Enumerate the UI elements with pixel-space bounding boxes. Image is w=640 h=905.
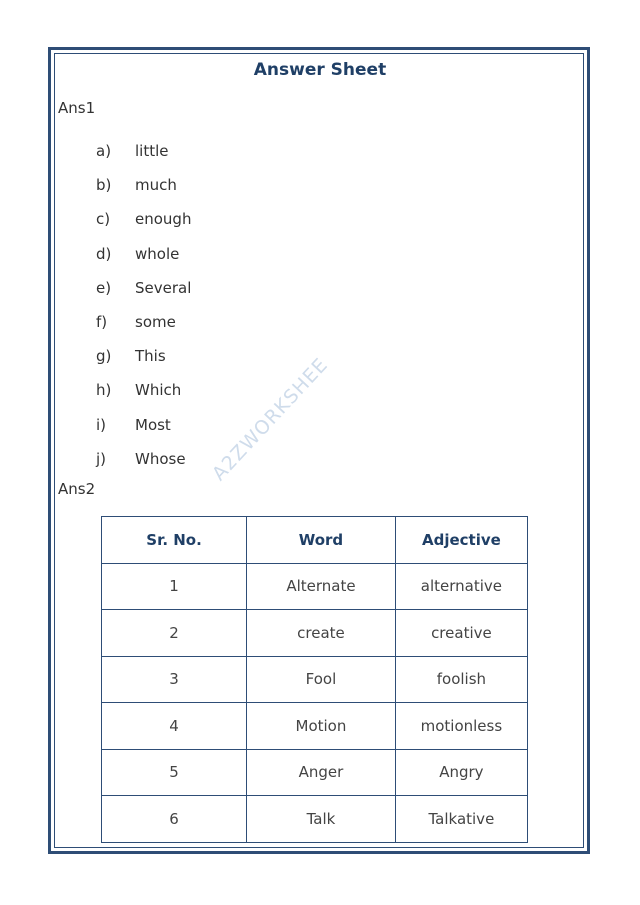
table-row: [102, 563, 528, 610]
ans1-list: [96, 134, 191, 476]
list-item: [96, 237, 191, 271]
item-letter: f): [96, 313, 108, 332]
page-title: Answer Sheet: [253, 60, 387, 80]
item-letter: c): [96, 210, 111, 229]
cell-adjective: Talkative: [395, 796, 527, 843]
list-item: [96, 271, 191, 305]
header-sr-no: Sr. No.: [102, 517, 247, 564]
cell-word: Alternate: [247, 563, 396, 610]
table-header-row: [102, 517, 528, 564]
cell-sr-no: 4: [102, 703, 247, 750]
item-answer: some: [135, 313, 176, 332]
cell-sr-no: 1: [102, 563, 247, 610]
cell-adjective: creative: [395, 610, 527, 657]
item-answer: Several: [135, 278, 192, 297]
item-answer: This: [135, 347, 166, 366]
list-item: [96, 305, 191, 339]
table-row: [102, 749, 528, 796]
cell-word: Anger: [247, 749, 396, 796]
table-row: [102, 703, 528, 750]
ans1-label: Ans1: [58, 99, 96, 117]
item-answer: enough: [135, 210, 192, 229]
list-item: [96, 408, 191, 442]
adjective-table: [101, 516, 528, 843]
cell-adjective: motionless: [395, 703, 527, 750]
list-item: [96, 373, 191, 407]
item-letter: b): [96, 176, 112, 195]
item-answer: much: [135, 176, 177, 195]
cell-sr-no: 5: [102, 749, 247, 796]
list-item: [96, 134, 191, 168]
item-letter: g): [96, 347, 112, 366]
table-row: [102, 610, 528, 657]
cell-sr-no: 3: [102, 656, 247, 703]
list-item: [96, 168, 191, 202]
item-letter: e): [96, 278, 112, 297]
item-letter: a): [96, 142, 112, 161]
header-adjective: Adjective: [395, 517, 527, 564]
cell-word: Fool: [247, 656, 396, 703]
ans2-label: Ans2: [58, 480, 96, 498]
cell-adjective: alternative: [395, 563, 527, 610]
item-answer: Which: [135, 381, 182, 400]
watermark-text: A2ZWORKSHEE: [208, 353, 333, 486]
list-item: [96, 442, 191, 476]
cell-adjective: Angry: [395, 749, 527, 796]
cell-adjective: foolish: [395, 656, 527, 703]
list-item: [96, 339, 191, 373]
list-item: [96, 202, 191, 236]
item-answer: little: [135, 142, 169, 161]
item-answer: Most: [135, 415, 171, 434]
table-row: [102, 656, 528, 703]
item-answer: whole: [135, 244, 180, 263]
header-word: Word: [247, 517, 396, 564]
item-letter: j): [96, 449, 107, 468]
item-letter: h): [96, 381, 112, 400]
cell-sr-no: 2: [102, 610, 247, 657]
item-letter: d): [96, 244, 112, 263]
item-letter: i): [96, 415, 107, 434]
cell-word: Motion: [247, 703, 396, 750]
table-row: [102, 796, 528, 843]
cell-sr-no: 6: [102, 796, 247, 843]
cell-word: Talk: [247, 796, 396, 843]
cell-word: create: [247, 610, 396, 657]
item-answer: Whose: [135, 449, 186, 468]
